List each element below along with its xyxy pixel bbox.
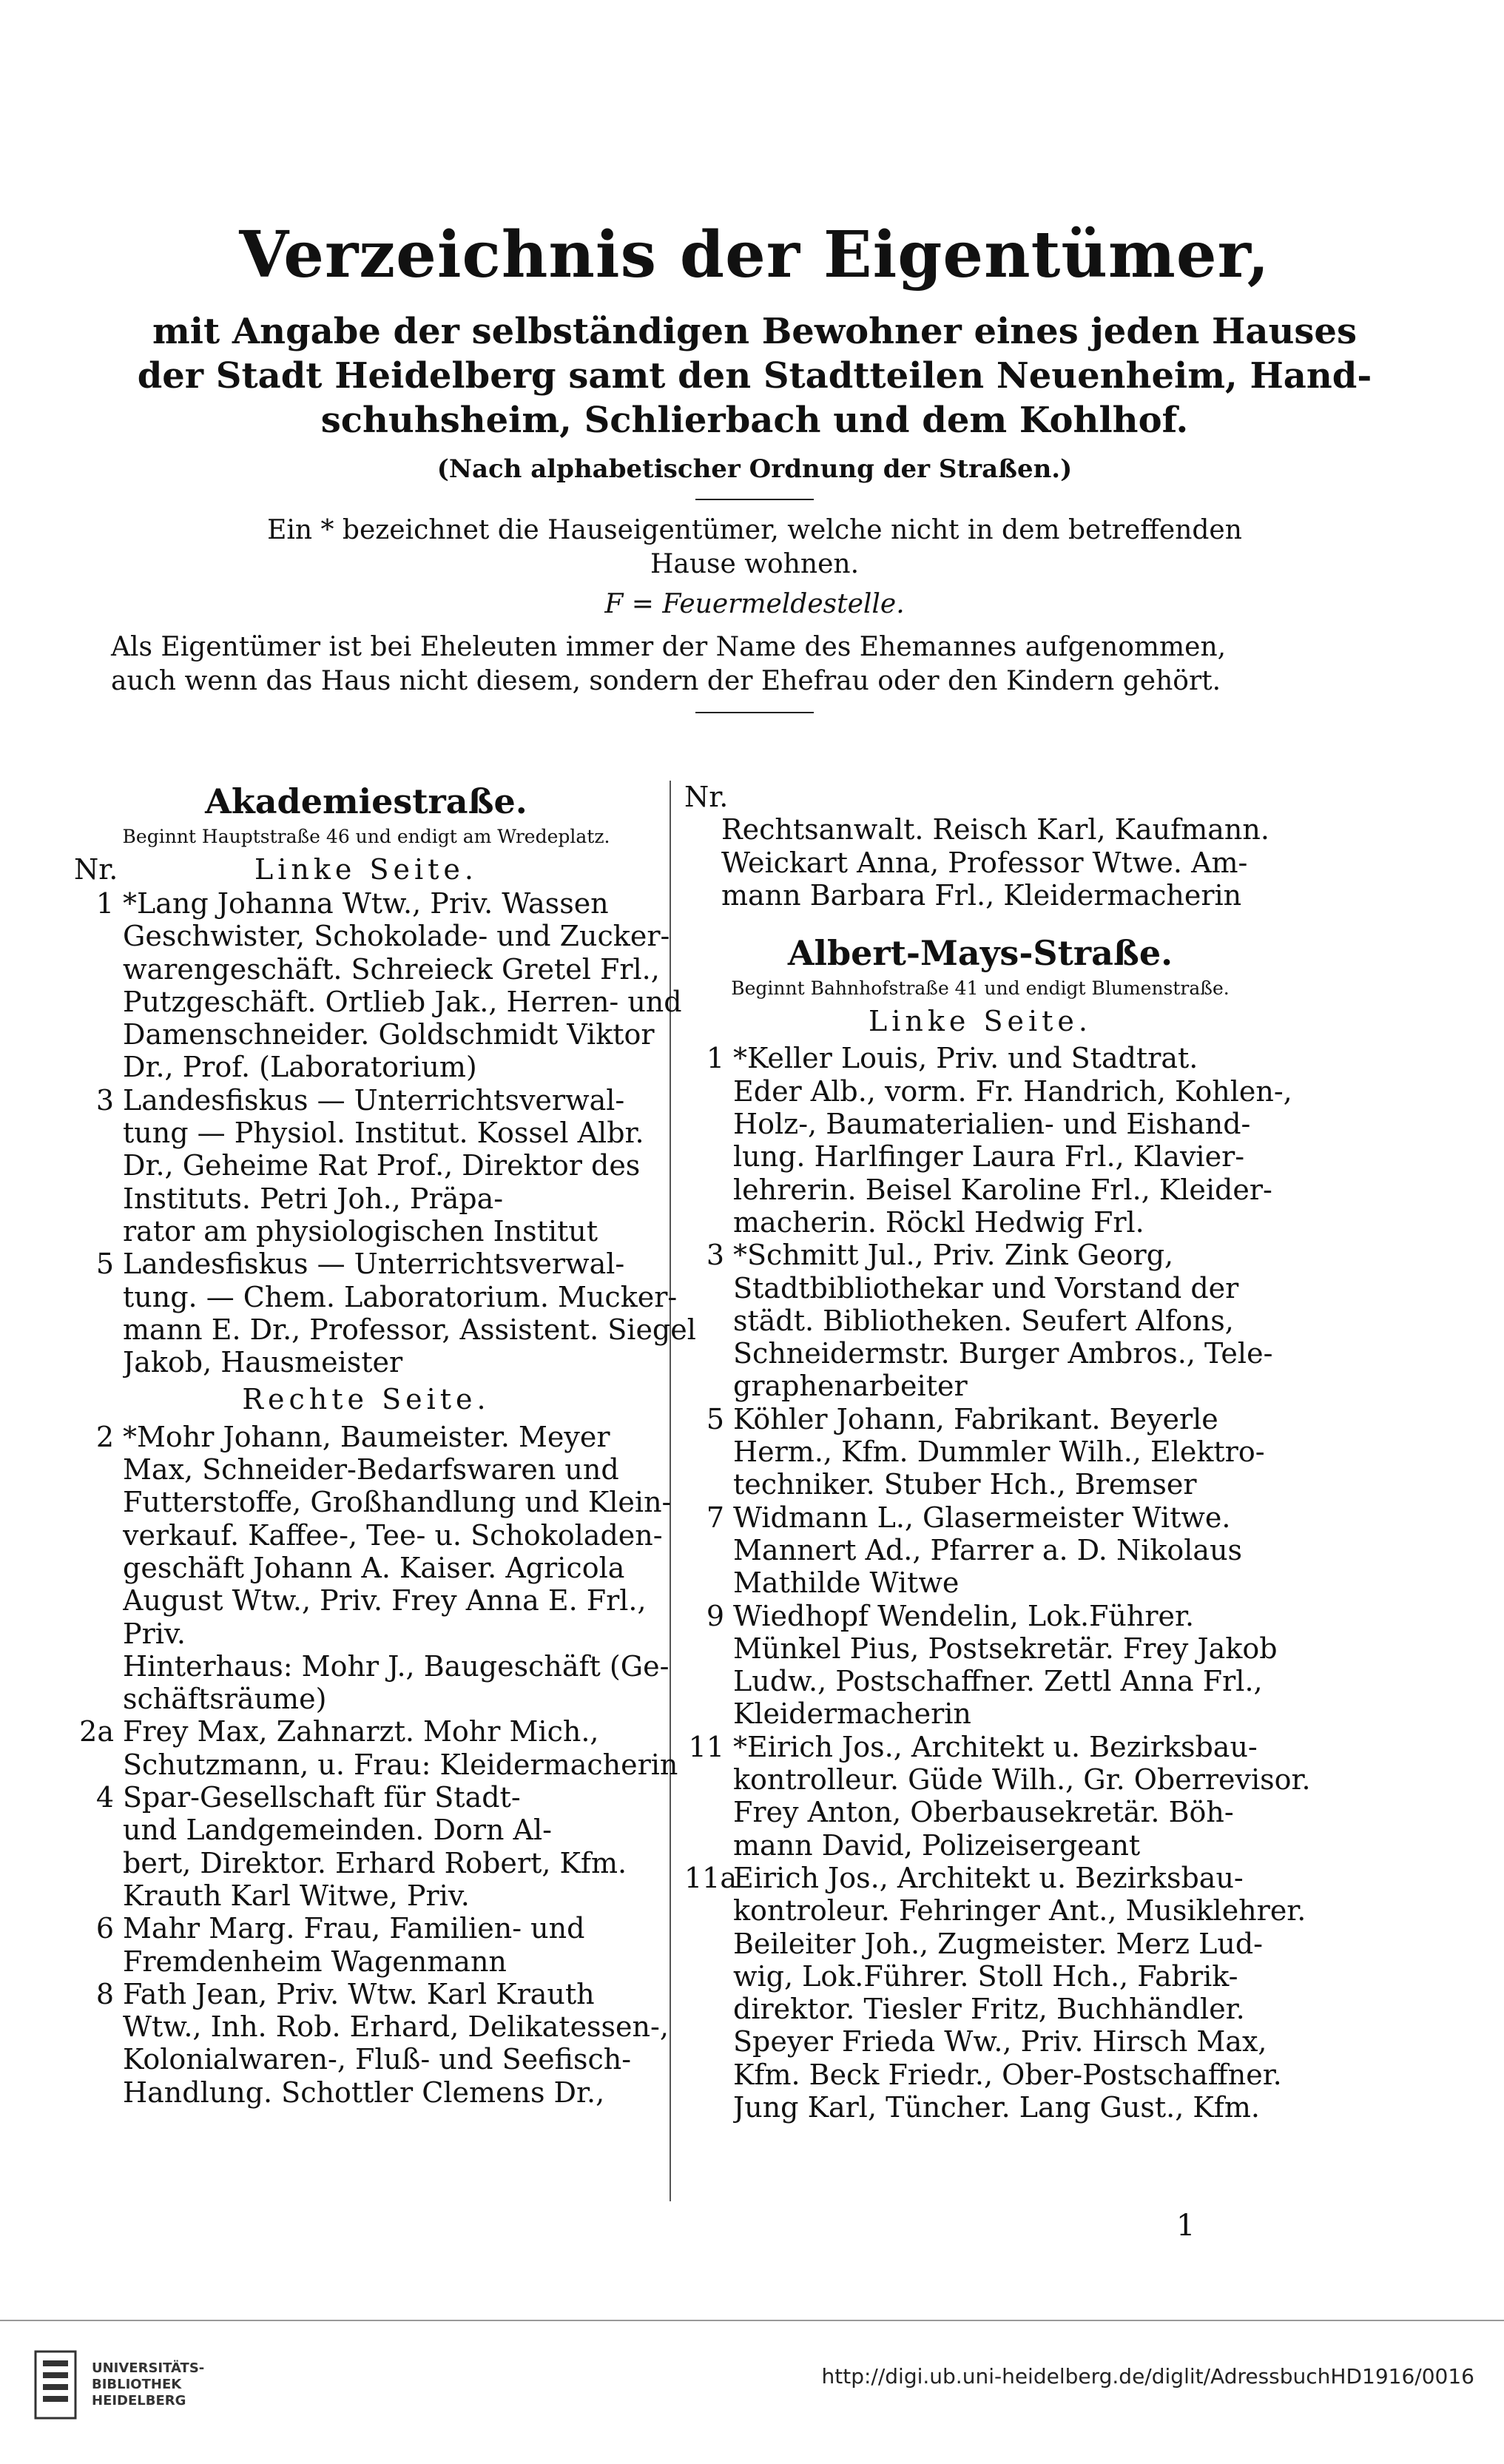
library-logo (30, 2344, 204, 2426)
divider (695, 499, 814, 500)
entry-line: Priv. (123, 1617, 186, 1650)
house-number: 1 (95, 887, 114, 920)
entry-line: bert, Direktor. Erhard Robert, Kfm. (123, 1846, 627, 1879)
entry-line: tung — Physiol. Institut. Kossel Albr. (123, 1117, 644, 1150)
entry-text (123, 1781, 658, 1912)
entry-line: rator am physiologischen Institut (123, 1214, 598, 1248)
library-name-line: BIBLIOTHEK (92, 2377, 182, 2392)
house-number: 5 (95, 1248, 114, 1281)
address-entry (74, 1977, 669, 2109)
entry-line: Mannert Ad., Pfarrer a. D. Nikolaus (733, 1533, 1243, 1566)
entry-text (123, 1650, 669, 1716)
entry-line: mann Barbara Frl., Kleidermacherin (721, 878, 1242, 912)
fire-alarm-note: F = Feuermeldestelle. (604, 589, 905, 619)
entry-line: macherin. Röckl Hedwig Frl. (733, 1205, 1144, 1239)
entry-line: tung. — Chem. Laboratorium. Mucker- (123, 1280, 678, 1313)
entry-line: Mahr Marg. Frau, Familien- und (123, 1912, 585, 1945)
entry-line: Max, Schneider-Bedarfswaren und (123, 1453, 619, 1487)
entry-line: Münkel Pius, Postsekretär. Frey Jakob (733, 1632, 1278, 1665)
owner-note (111, 630, 1398, 699)
entry-line: Kfm. Beck Friedr., Ober-Postschaffner. (733, 2058, 1282, 2091)
entry-line: direktor. Tiesler Fritz, Buchhändler. (733, 1993, 1245, 2026)
star-note-line: Hause wohnen. (650, 549, 860, 579)
entry-line: Köhler Johann, Fabrikant. Beyerle (733, 1402, 1218, 1435)
entry-line: Beileiter Joh., Zugmeister. Merz Lud- (733, 1927, 1264, 1960)
entry-line: Krauth Karl Witwe, Priv. (123, 1879, 470, 1912)
subtitle-line: schuhsheim, Schlierbach und dem Kohlhof. (320, 400, 1189, 441)
entry-line: kontrolleur. Güde Wilh., Gr. Oberrevisor. (733, 1763, 1311, 1797)
entry-text (123, 1912, 658, 1978)
entry-line: Speyer Frieda Ww., Priv. Hirsch Max, (733, 2025, 1267, 2059)
entry-line: August Wtw., Priv. Frey Anna E. Frl., (123, 1584, 647, 1618)
entry-line: Dr., Geheime Rat Prof., Direktor des (123, 1149, 641, 1182)
address-entry (684, 1403, 1276, 1501)
entry-text (123, 1084, 658, 1248)
entry-line: Widmann L., Glasermeister Witwe. (733, 1501, 1231, 1534)
entry-line: Futterstoffe, Großhandlung und Klein- (123, 1486, 672, 1519)
subtitle-line: der Stadt Heidelberg samt den Stadtteilen Neuenheim, Hand- (137, 355, 1372, 397)
entry-line: Dr., Prof. (Laboratorium) (123, 1051, 477, 1084)
address-entry (684, 1501, 1276, 1600)
entry-line: Stadtbibliothekar und Vorstand der (733, 1271, 1239, 1305)
address-entry (74, 1248, 696, 1379)
entries-links (74, 887, 696, 1379)
entry-line: Kolonialwaren-, Fluß- und Seefisch- (123, 2043, 632, 2076)
address-entry (74, 1420, 672, 1650)
left-column (74, 781, 696, 2109)
entry-line: Landesfiskus — Unterrichtsverwal- (123, 1083, 625, 1117)
entry-line: Mathilde Witwe (733, 1566, 960, 1600)
house-number: 2 (95, 1420, 114, 1453)
house-number: 2a (79, 1715, 114, 1748)
page-title: Verzeichnis der Eigentümer, (239, 218, 1270, 292)
entry-line: kontroleur. Fehringer Ant., Musiklehrer. (733, 1894, 1306, 1928)
entry-line: Geschwister, Schokolade- und Zucker- (123, 920, 670, 953)
page-number: 1 (1176, 2209, 1196, 2243)
page-header (111, 215, 1398, 727)
address-entry (684, 1600, 1276, 1731)
address-entry (74, 1649, 670, 1716)
divider (695, 712, 814, 713)
house-number: 11 (688, 1730, 724, 1763)
entry-line: Weickart Anna, Professor Wtwe. Am- (721, 846, 1248, 879)
entry-line: Damenschneider. Goldschmidt Viktor (123, 1018, 655, 1051)
entries-rechts (74, 1420, 678, 2109)
entry-text (733, 1501, 1276, 1600)
house-number: 7 (706, 1501, 724, 1534)
house-number: 1 (706, 1042, 724, 1075)
entry-line: Hinterhaus: Mohr J., Baugeschäft (Ge- (123, 1649, 670, 1683)
house-number: 3 (706, 1239, 724, 1272)
entry-line: *Keller Louis, Priv. und Stadtrat. (733, 1042, 1198, 1075)
entry-line: *Eirich Jos., Architekt u. Bezirksbau- (733, 1730, 1258, 1763)
entry-text (733, 1862, 1306, 2124)
entry-line: mann E. Dr., Professor, Assistent. Siegel (123, 1313, 696, 1346)
entry-text (733, 1042, 1292, 1239)
entry-line: lung. Harlfinger Laura Frl., Klavier- (733, 1140, 1245, 1174)
side-label: Linke Seite. (869, 1005, 1092, 1038)
entry-line: mann David, Polizeisergeant (733, 1828, 1141, 1862)
house-number (74, 1650, 123, 1716)
entry-text (123, 1421, 671, 1650)
entry-line: Jung Karl, Tüncher. Lang Gust., Kfm. (733, 2090, 1260, 2124)
entry-line: Kleidermacherin (733, 1697, 971, 1731)
library-name (92, 2360, 204, 2409)
side-header (74, 853, 658, 887)
entry-line: Handlung. Schottler Clemens Dr., (123, 2076, 605, 2109)
street-heading: Akademiestraße. (205, 781, 527, 821)
address-entry (74, 1715, 678, 1781)
library-name-line: HEIDELBERG (92, 2393, 186, 2409)
entry-line: Ludw., Postschaffner. Zettl Anna Frl., (733, 1665, 1263, 1698)
house-number: 8 (95, 1977, 114, 2010)
entry-line: Landesfiskus — Unterrichtsverwal- (123, 1248, 625, 1281)
entry-line: Rechtsanwalt. Reisch Karl, Kaufmann. (721, 813, 1269, 846)
entry-line: Jakob, Hausmeister (123, 1346, 403, 1379)
entry-line: Frey Anton, Oberbausekretär. Böh- (733, 1796, 1234, 1829)
side-label: Linke Seite. (254, 853, 478, 886)
entry-line: Fremdenheim Wagenmann (123, 1945, 507, 1978)
entry-line: schäftsräume) (123, 1683, 327, 1716)
subtitle-line: mit Angabe der selbständigen Bewohner eines jeden Hauses (152, 311, 1357, 352)
entry-line: Fath Jean, Priv. Wtw. Karl Krauth (123, 1977, 595, 2010)
address-entry (684, 1861, 1306, 2124)
entry-line: Herm., Kfm. Dummler Wilh., Elektro- (733, 1435, 1265, 1469)
entry-line: *Lang Johanna Wtw., Priv. Wassen (123, 887, 609, 920)
footer-divider (0, 2320, 1504, 2321)
owner-note-line: auch wenn das Haus nicht diesem, sondern der Ehefrau oder den Kindern gehört. (111, 666, 1221, 696)
house-number: 11a (684, 1861, 738, 1894)
street-route: Beginnt Bahnhofstraße 41 und endigt Blumenstraße. (731, 977, 1230, 1000)
address-entry (684, 1042, 1292, 1239)
entry-line: Frey Max, Zahnarzt. Mohr Mich., (123, 1715, 599, 1748)
address-entry (74, 887, 682, 1084)
library-seal-icon (30, 2344, 81, 2426)
entry-text (733, 1731, 1311, 1862)
subtitle (111, 309, 1398, 442)
address-entry (74, 1781, 658, 1912)
entry-text (733, 1403, 1276, 1501)
house-number: 9 (706, 1599, 724, 1632)
entry-line: Wtw., Inh. Rob. Erhard, Delikatessen-, (123, 2010, 669, 2044)
library-name-line: UNIVERSITÄTS- (92, 2360, 205, 2376)
ordering-note: (Nach alphabetischer Ordnung der Straßen.) (436, 454, 1073, 484)
entry-line: graphenarbeiter (733, 1370, 968, 1403)
address-entry (684, 1239, 1276, 1402)
entry-line: *Mohr Johann, Baumeister. Meyer (123, 1420, 610, 1453)
nr-label: Nr. (684, 781, 729, 813)
entry-line: Eirich Jos., Architekt u. Bezirksbau- (733, 1861, 1244, 1894)
entry-text (123, 1248, 696, 1379)
address-entry (74, 1912, 658, 1978)
entry-text (123, 887, 682, 1084)
entry-line: Holz-, Baumaterialien- und Eishand- (733, 1108, 1251, 1141)
address-entry (74, 1084, 658, 1248)
house-number: 6 (95, 1912, 114, 1945)
entry-text (733, 1600, 1278, 1731)
entry-line: Spar-Gesellschaft für Stadt- (123, 1781, 521, 1814)
star-note (111, 514, 1398, 582)
continuation-text (684, 813, 1276, 912)
entry-line: Putzgeschäft. Ortlieb Jak., Herren- und (123, 985, 682, 1018)
entry-line: lehrerin. Beisel Karoline Frl., Kleider- (733, 1173, 1272, 1206)
entry-line: Eder Alb., vorm. Fr. Handrich, Kohlen-, (733, 1074, 1292, 1108)
entry-line: städt. Bibliotheken. Seufert Alfons, (733, 1304, 1234, 1337)
street-route: Beginnt Hauptstraße 46 und endigt am Wredeplatz. (122, 826, 610, 847)
entry-line: Wiedhopf Wendelin, Lok.Führer. (733, 1599, 1195, 1632)
entry-line: Schneidermstr. Burger Ambros., Tele- (733, 1337, 1273, 1370)
entry-line: Schutzmann, u. Frau: Kleidermacherin (123, 1748, 678, 1781)
star-note-line: Ein * bezeichnet die Hauseigentümer, welche nicht in dem betreffenden (267, 515, 1242, 545)
side-label: Rechte Seite. (242, 1383, 490, 1416)
owner-note-line: Als Eigentümer ist bei Eheleuten immer der Name des Ehemannes aufgenommen, (111, 632, 1227, 662)
house-number: 4 (95, 1781, 114, 1814)
entry-line: warengeschäft. Schreieck Gretel Frl., (123, 952, 660, 986)
entry-line: *Schmitt Jul., Priv. Zink Georg, (733, 1239, 1174, 1272)
right-column (684, 781, 1311, 2124)
source-url[interactable]: http://digi.ub.uni-heidelberg.de/diglit/AdressbuchHD1916/0016 (821, 2364, 1474, 2389)
entry-line: und Landgemeinden. Dorn Al- (123, 1814, 552, 1847)
address-entry (684, 1730, 1311, 1862)
street-heading: Albert-Mays-Straße. (787, 933, 1173, 974)
entry-text (123, 1978, 669, 2109)
entry-line: wig, Lok.Führer. Stoll Hch., Fabrik- (733, 1959, 1238, 1993)
house-number: 5 (706, 1402, 724, 1435)
entry-line: geschäft Johann A. Kaiser. Agricola (123, 1551, 625, 1584)
entry-text (733, 1239, 1276, 1402)
entry-line: verkauf. Kaffee-, Tee- u. Schokoladen- (123, 1518, 663, 1552)
nr-label: Nr. (74, 853, 118, 886)
entry-line: techniker. Stuber Hch., Bremser (733, 1468, 1197, 1501)
house-number: 3 (95, 1083, 114, 1117)
entry-text (123, 1715, 678, 1781)
entries-links (684, 1042, 1311, 2124)
entry-line: Instituts. Petri Joh., Präpa- (123, 1182, 504, 1215)
